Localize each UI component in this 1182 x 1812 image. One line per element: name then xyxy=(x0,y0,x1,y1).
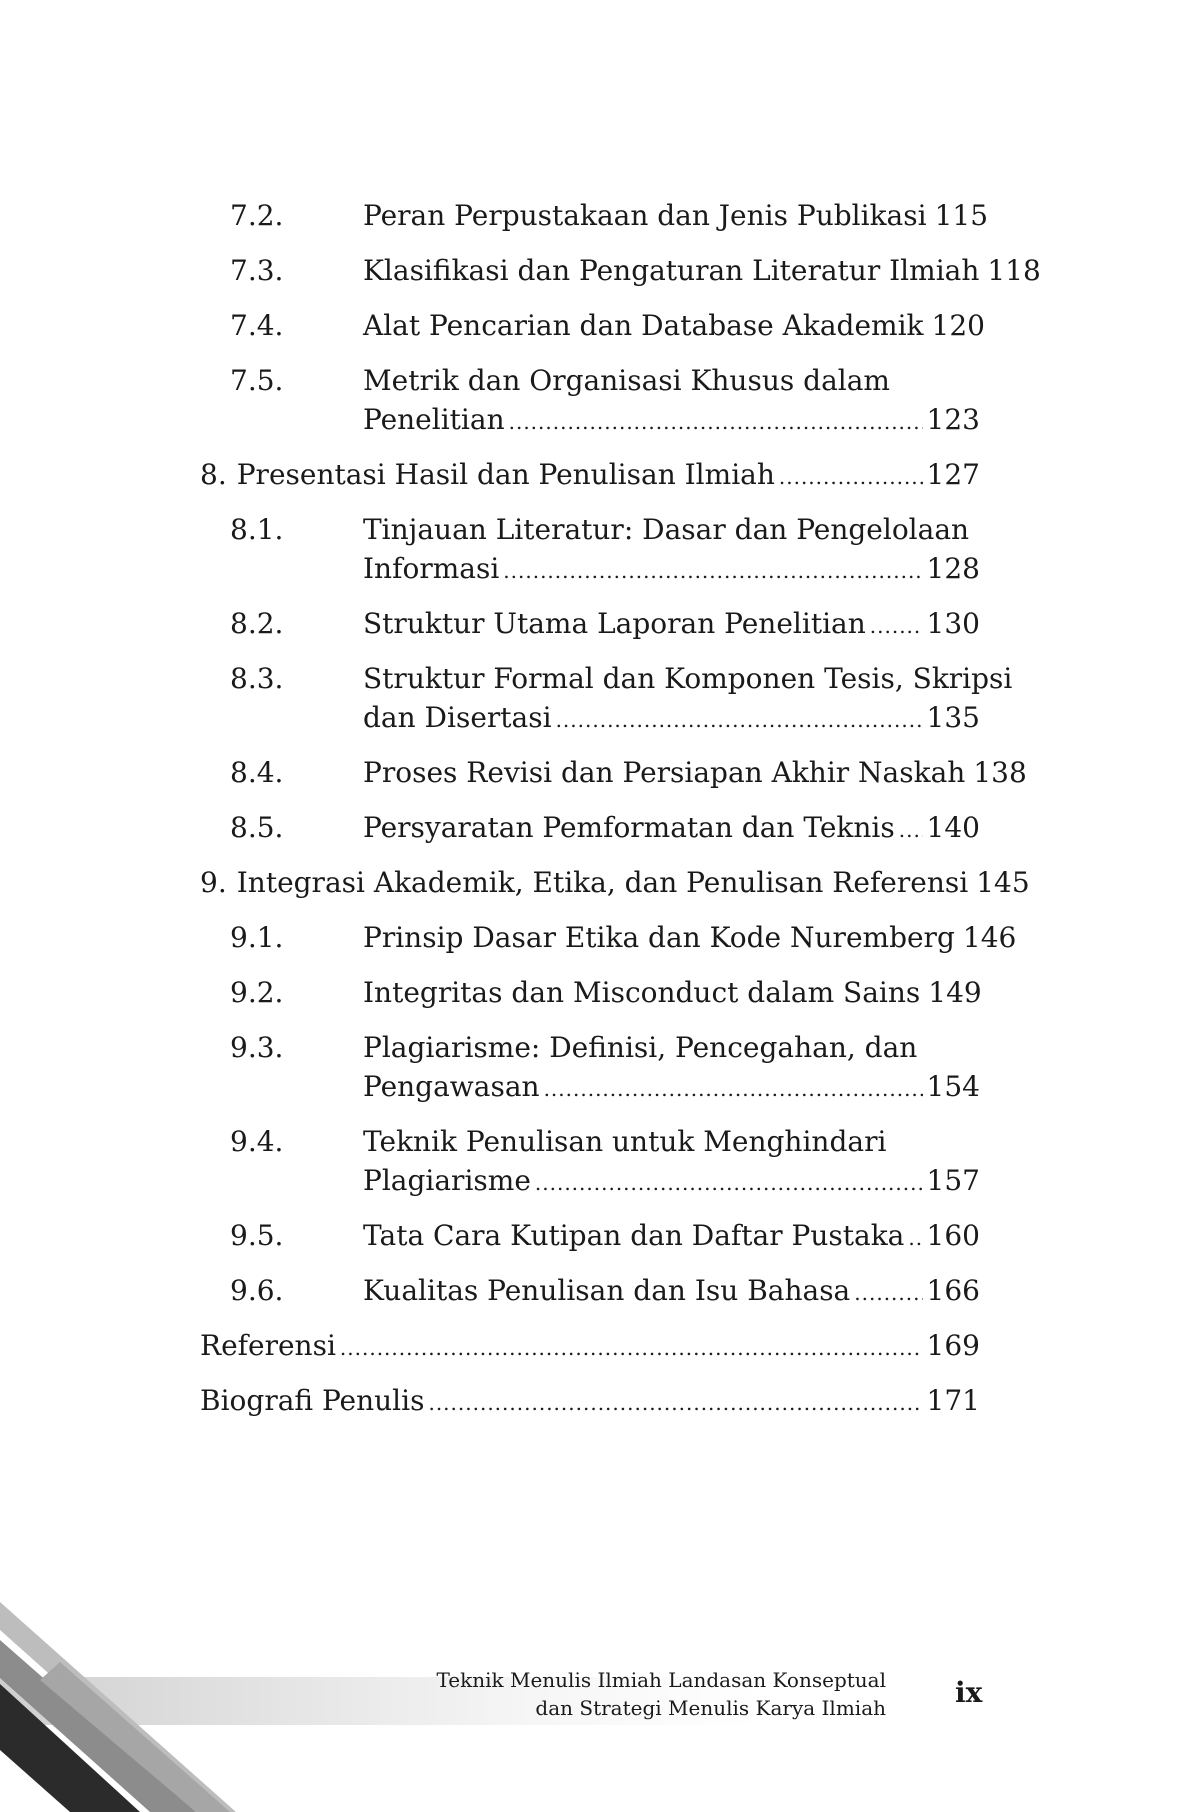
toc-entry[interactable] xyxy=(200,306,985,348)
toc-entry-number: 8.1. xyxy=(230,513,284,546)
toc-entry-title: Peran Perpustakaan dan Jenis Publikasi xyxy=(363,199,927,232)
toc-entry-title: Tata Cara Kutipan dan Daftar Pustaka xyxy=(363,1219,905,1252)
toc-entry-page: 128 xyxy=(926,552,980,585)
dot-leader xyxy=(544,1070,923,1109)
toc-entry-number: 9.2. xyxy=(230,976,284,1009)
toc-entry-page: 135 xyxy=(926,701,980,734)
toc-entry[interactable] xyxy=(200,1216,980,1258)
toc-entry-title: Biografi Penulis xyxy=(200,1384,425,1417)
toc-entry-number: 8. xyxy=(200,458,227,491)
toc-entry-title: Persyaratan Pemformatan dan Teknis xyxy=(363,811,895,844)
toc-entry-content xyxy=(200,1326,980,1368)
table-of-contents xyxy=(200,196,1041,1436)
dot-leader xyxy=(870,607,923,646)
toc-entry-title: Presentasi Hasil dan Penulisan Ilmiah xyxy=(236,458,775,491)
dot-leader xyxy=(854,1274,922,1313)
toc-entry-number: 8.5. xyxy=(230,811,284,844)
toc-entry[interactable] xyxy=(200,251,1041,293)
toc-entry[interactable] xyxy=(200,1381,980,1423)
toc-entry[interactable] xyxy=(200,1326,980,1368)
toc-entry-content xyxy=(363,808,980,850)
toc-entry-page: 166 xyxy=(926,1274,980,1307)
toc-entry-content xyxy=(363,918,1017,960)
toc-entry-number: 8.4. xyxy=(230,756,284,789)
toc-entry-content xyxy=(237,455,980,497)
footer-title-line-2: dan Strategi Menulis Karya Ilmiah xyxy=(535,1696,886,1720)
toc-entry-page: 118 xyxy=(987,254,1041,287)
toc-entry-page: 120 xyxy=(931,309,985,342)
toc-entry-title: Integritas dan Misconduct dalam Sains xyxy=(363,976,921,1009)
toc-entry-content xyxy=(363,973,980,1015)
toc-entry[interactable] xyxy=(200,361,980,442)
toc-entry-number: 9.4. xyxy=(230,1125,284,1158)
toc-entry-content xyxy=(200,1381,980,1423)
toc-entry-content xyxy=(363,251,1041,293)
toc-entry-title: Kualitas Penulisan dan Isu Bahasa xyxy=(363,1274,851,1307)
toc-entry[interactable] xyxy=(200,1271,980,1313)
toc-entry-title-line: Struktur Formal dan Komponen Tesis, Skripsi xyxy=(363,662,1013,695)
toc-entry-content xyxy=(363,604,980,646)
toc-entry-number: 9.6. xyxy=(230,1274,284,1307)
toc-entry-content xyxy=(363,1122,980,1203)
toc-entry[interactable] xyxy=(200,510,980,591)
toc-entry[interactable] xyxy=(200,918,1017,960)
dot-leader xyxy=(779,458,923,497)
toc-entry[interactable] xyxy=(200,455,980,497)
toc-entry-page: 154 xyxy=(926,1070,980,1103)
toc-entry-page: 127 xyxy=(926,458,980,491)
toc-entry-title: Struktur Utama Laporan Penelitian xyxy=(363,607,866,640)
toc-entry-content xyxy=(363,1271,980,1313)
toc-entry-content xyxy=(363,510,980,591)
toc-entry-title: Alat Pencarian dan Database Akademik xyxy=(363,309,924,342)
toc-entry-title-line: Tinjauan Literatur: Dasar dan Pengelolaan xyxy=(363,513,970,546)
toc-entry-number: 8.2. xyxy=(230,607,284,640)
toc-entry-page: 160 xyxy=(926,1219,980,1252)
footer-book-title xyxy=(436,1666,886,1722)
toc-entry-content xyxy=(363,659,1013,740)
toc-entry-number: 7.2. xyxy=(230,199,284,232)
toc-entry-page: 123 xyxy=(926,403,980,436)
toc-entry-title: Informasi xyxy=(363,552,500,585)
toc-entry-content xyxy=(363,1216,980,1258)
toc-entry-page: 115 xyxy=(934,199,989,232)
toc-entry-title-line: Teknik Penulisan untuk Menghindari xyxy=(363,1125,887,1158)
dot-leader xyxy=(503,552,922,591)
toc-entry[interactable] xyxy=(200,808,980,850)
toc-entry-content xyxy=(363,1028,980,1109)
toc-entry-content xyxy=(363,196,989,238)
toc-entry-content xyxy=(363,361,980,442)
toc-entry[interactable] xyxy=(200,659,1013,740)
dot-leader xyxy=(428,1384,922,1423)
toc-entry[interactable] xyxy=(200,973,980,1015)
toc-entry-title: Klasifikasi dan Pengaturan Literatur Ilmiah xyxy=(363,254,980,287)
toc-entry-title: Pengawasan xyxy=(363,1070,540,1103)
toc-entry-title: Proses Revisi dan Persiapan Akhir Naskah xyxy=(363,756,966,789)
toc-entry[interactable] xyxy=(200,863,1030,905)
toc-entry-title-line: Plagiarisme: Definisi, Pencegahan, dan xyxy=(363,1031,918,1064)
toc-entry-number: 7.3. xyxy=(230,254,284,287)
toc-entry-page: 138 xyxy=(973,756,1027,789)
dot-leader xyxy=(509,403,923,442)
toc-entry-page: 169 xyxy=(926,1329,980,1362)
toc-entry-number: 7.5. xyxy=(230,364,284,397)
dot-leader xyxy=(535,1164,923,1203)
toc-entry-page: 130 xyxy=(926,607,980,640)
toc-entry-content xyxy=(236,863,1030,905)
toc-entry-content xyxy=(363,306,985,348)
toc-entry-title: Prinsip Dasar Etika dan Kode Nuremberg xyxy=(363,921,955,954)
toc-entry-page: 149 xyxy=(928,976,982,1009)
footer-title-line-1: Teknik Menulis Ilmiah Landasan Konseptual xyxy=(436,1668,886,1692)
toc-entry-page: 157 xyxy=(926,1164,980,1197)
dot-leader xyxy=(556,701,923,740)
toc-entry[interactable] xyxy=(200,196,989,238)
dot-leader xyxy=(908,1219,922,1258)
toc-entry-title: Referensi xyxy=(200,1329,336,1362)
toc-entry-number: 9.3. xyxy=(230,1031,284,1064)
page-number: ix xyxy=(955,1676,983,1709)
toc-entry-page: 140 xyxy=(926,811,980,844)
toc-entry-page: 171 xyxy=(926,1384,980,1417)
toc-entry-title: Integrasi Akademik, Etika, dan Penulisan Referensi xyxy=(236,866,969,899)
toc-entry-number: 7.4. xyxy=(230,309,284,342)
toc-entry-title-line: Metrik dan Organisasi Khusus dalam xyxy=(363,364,890,397)
toc-entry[interactable] xyxy=(200,1028,980,1109)
dot-leader xyxy=(340,1329,923,1368)
toc-entry-number: 9.5. xyxy=(230,1219,284,1252)
toc-entry-number: 9.1. xyxy=(230,921,284,954)
toc-entry-content xyxy=(363,753,1027,795)
dot-leader xyxy=(899,811,923,850)
toc-entry-page: 146 xyxy=(962,921,1017,954)
toc-entry-number: 8.3. xyxy=(230,662,284,695)
toc-entry-title: dan Disertasi xyxy=(363,701,552,734)
toc-entry[interactable] xyxy=(200,1122,980,1203)
toc-entry-title: Plagiarisme xyxy=(363,1164,531,1197)
toc-entry-title: Penelitian xyxy=(363,403,505,436)
toc-entry[interactable] xyxy=(200,753,1027,795)
toc-entry-number: 9. xyxy=(200,866,227,899)
toc-entry-page: 145 xyxy=(976,866,1030,899)
corner-stripes-decoration xyxy=(0,1600,260,1812)
toc-entry[interactable] xyxy=(200,604,980,646)
